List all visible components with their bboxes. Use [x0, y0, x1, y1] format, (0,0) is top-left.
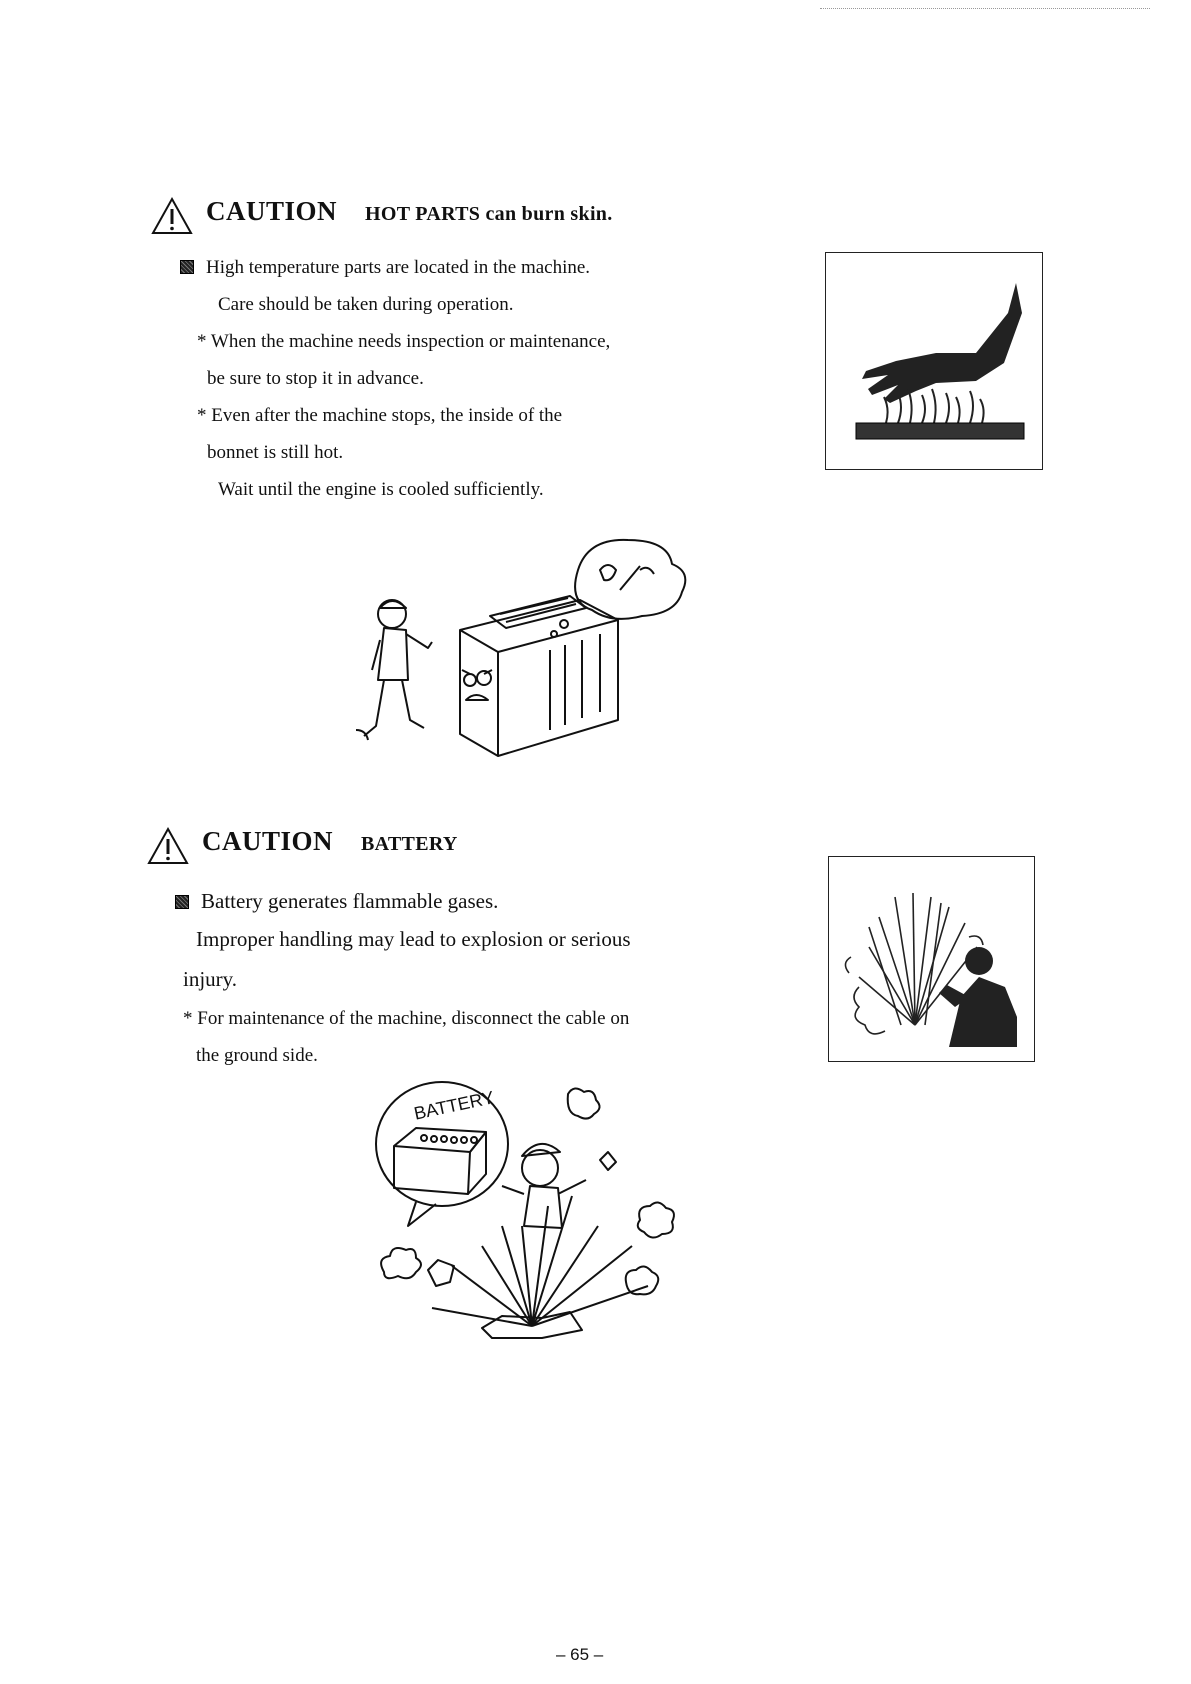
hot-line-1: High temperature parts are located in the machine. [180, 258, 590, 277]
page-number: – 65 – [556, 1645, 604, 1664]
hot-surface-hand-icon [826, 253, 1042, 469]
caution-heading: CAUTION [206, 196, 338, 226]
explosion-pictogram [828, 856, 1035, 1062]
worker-hot-machine-icon [350, 530, 710, 770]
caution-subheading: HOT PARTS can burn skin. [365, 203, 613, 225]
hot-line-3: * When the machine needs inspection or maintenance, [197, 331, 611, 352]
worker-hot-machine-illustration [350, 530, 710, 770]
hot-line-4: be sure to stop it in advance. [207, 368, 424, 389]
hot-surface-pictogram [825, 252, 1043, 470]
hot-line-2: Care should be taken during operation. [218, 294, 514, 315]
battery-explosion-illustration [372, 1076, 692, 1346]
hot-line-7: Wait until the engine is cooled sufficiently. [218, 479, 544, 500]
square-bullet-icon [175, 895, 189, 909]
caution-header-battery [146, 826, 458, 866]
caution-heading: CAUTION [202, 826, 334, 856]
caution-subheading: BATTERY [361, 833, 458, 855]
battery-line-5: the ground side. [196, 1045, 318, 1066]
battery-line-4: * For maintenance of the machine, disconnect the cable on [183, 1008, 630, 1029]
battery-line-1: Battery generates flammable gases. [175, 891, 498, 912]
explosion-hazard-icon [829, 857, 1034, 1061]
caution-header-hot-parts [150, 196, 613, 236]
battery-explosion-icon [372, 1076, 692, 1346]
hot-line-5: * Even after the machine stops, the inside of the [197, 405, 563, 426]
battery-line-2: Improper handling may lead to explosion or serious [196, 927, 631, 951]
warning-triangle-icon [146, 826, 190, 866]
battery-label: BATTERY [412, 1087, 496, 1124]
battery-line-3: injury. [183, 967, 238, 991]
hot-line-6: bonnet is still hot. [207, 442, 344, 463]
scan-artifact [820, 8, 1150, 9]
square-bullet-icon [180, 260, 194, 274]
warning-triangle-icon [150, 196, 194, 236]
